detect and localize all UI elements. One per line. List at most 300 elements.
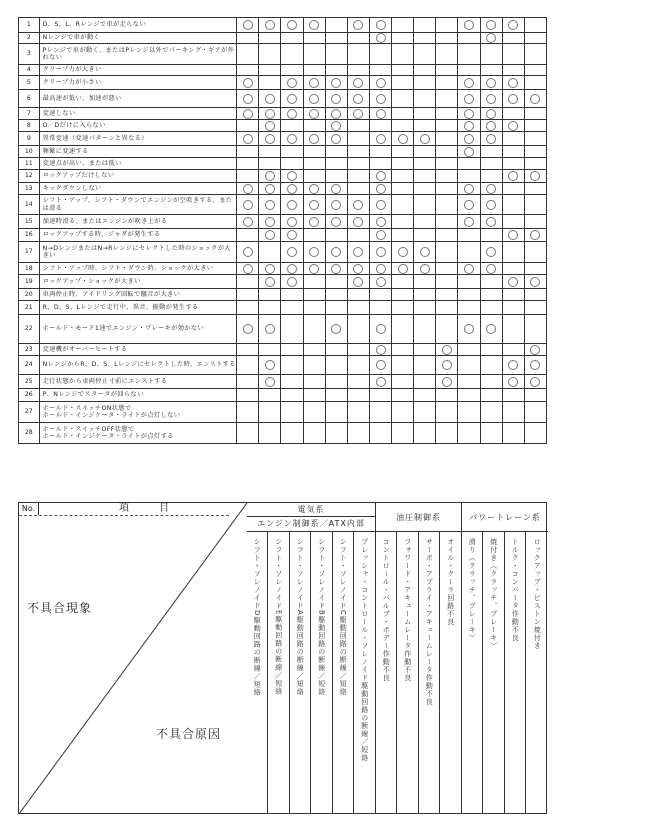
cause-cell (259, 132, 281, 146)
cause-cell (347, 289, 369, 301)
circle-mark-icon (486, 184, 496, 194)
cause-cell (436, 375, 458, 389)
cause-label-text: シフト・ソレノイドB駆動回路の断線／短絡 (317, 538, 326, 696)
circle-mark-icon (309, 109, 319, 119)
circle-mark-icon (530, 345, 540, 355)
cause-cell (502, 170, 524, 183)
circle-mark-icon (486, 324, 496, 334)
cause-cell (436, 170, 458, 183)
circle-mark-icon (287, 200, 297, 210)
cause-cell (392, 120, 414, 132)
cause-cell (436, 275, 458, 289)
symptom-text: P、Nレンジでスタータが回らない (39, 389, 237, 402)
cause-cell (458, 315, 480, 344)
symptom-text: 変速点が高い、または低い (39, 158, 237, 170)
cause-cell (237, 344, 259, 356)
phenomenon-label: 不具合現象 (27, 601, 93, 615)
group-powertrain: パワートレーン系 (462, 503, 548, 532)
row-number: 21 (19, 301, 40, 315)
circle-mark-icon (331, 121, 341, 131)
symptom-text: 異常変速（変速パターンと異なる） (39, 132, 237, 146)
cause-column-header (398, 532, 419, 813)
cause-cell (458, 170, 480, 183)
cause-cell (347, 170, 369, 183)
cause-cell (369, 423, 391, 444)
cause-cell (524, 289, 546, 301)
circle-mark-icon (530, 171, 540, 181)
table-row (19, 76, 547, 90)
cause-cell (259, 275, 281, 289)
symptom-text: 変速機がオーバーヒートする (39, 344, 237, 356)
cause-cell (325, 263, 347, 275)
circle-mark-icon (530, 360, 540, 370)
circle-mark-icon (265, 20, 275, 30)
circle-mark-icon (508, 230, 518, 240)
cause-cell (524, 146, 546, 158)
cause-cell (281, 120, 303, 132)
circle-mark-icon (243, 200, 253, 210)
circle-mark-icon (486, 247, 496, 257)
circle-mark-icon (309, 134, 319, 144)
cause-cell (325, 183, 347, 195)
cause-cell (325, 18, 347, 33)
cause-cell (259, 242, 281, 263)
cause-cell (303, 356, 325, 375)
table-row (19, 90, 547, 108)
cause-cell (480, 33, 502, 44)
cause-cell (259, 375, 281, 389)
row-number: 13 (19, 183, 40, 195)
cause-cell (392, 108, 414, 120)
table-row (19, 18, 547, 33)
cause-cell (325, 146, 347, 158)
cause-cell (524, 229, 546, 242)
cause-cell (436, 146, 458, 158)
cause-cell (414, 146, 436, 158)
cause-cell (458, 146, 480, 158)
cause-cell (392, 215, 414, 229)
cause-cell (436, 215, 458, 229)
cause-cell (259, 33, 281, 44)
cause-cell (392, 195, 414, 215)
circle-mark-icon (464, 78, 474, 88)
circle-mark-icon (464, 324, 474, 334)
cause-cell (414, 356, 436, 375)
cause-cell (347, 375, 369, 389)
cause-cell (347, 389, 369, 402)
cause-cell (259, 195, 281, 215)
cause-cell (458, 389, 480, 402)
cause-cell (502, 90, 524, 108)
circle-mark-icon (464, 264, 474, 274)
table-row (19, 402, 547, 423)
symptom-text: 車両停止時、アイドリング回転で騒音が大きい (39, 289, 237, 301)
cause-cell (369, 389, 391, 402)
cause-cell (480, 301, 502, 315)
cause-cell (436, 356, 458, 375)
cause-cell (458, 44, 480, 65)
table-row (19, 132, 547, 146)
circle-mark-icon (243, 247, 253, 257)
cause-cell (369, 344, 391, 356)
symptom-text: D、S、L、Rレンジで車が走らない (39, 18, 237, 33)
cause-cell (414, 76, 436, 90)
table-row (19, 263, 547, 275)
cause-cell (480, 402, 502, 423)
cause-cell (392, 423, 414, 444)
cause-cell (502, 289, 524, 301)
symptom-text: ホールド・スイッチON状態で ホールド・インジケータ・ライトが点灯しない (39, 402, 237, 423)
circle-mark-icon (376, 33, 386, 43)
cause-cell (259, 344, 281, 356)
cause-cell (392, 301, 414, 315)
cause-column-header (269, 532, 290, 813)
cause-cell (237, 229, 259, 242)
cause-cell (325, 33, 347, 44)
cause-cell (436, 76, 458, 90)
cause-cell (237, 33, 259, 44)
cause-cell (524, 33, 546, 44)
cause-column-header (355, 532, 376, 813)
circle-mark-icon (353, 94, 363, 104)
cause-cell (458, 33, 480, 44)
cause-cell (502, 215, 524, 229)
cause-cell (392, 356, 414, 375)
circle-mark-icon (243, 324, 253, 334)
circle-mark-icon (331, 264, 341, 274)
cause-cell (303, 33, 325, 44)
cause-cell (414, 423, 436, 444)
cause-cell (524, 275, 546, 289)
cause-cell (502, 315, 524, 344)
cause-cell (369, 90, 391, 108)
cause-cell (259, 120, 281, 132)
cause-cell (281, 229, 303, 242)
cause-cell (369, 108, 391, 120)
cause-column-header (484, 532, 505, 813)
cause-cell (325, 170, 347, 183)
cause-cell (237, 90, 259, 108)
table-row (19, 301, 547, 315)
cause-label-text: 焼付き（クラッチ、ブレーキ） (489, 538, 498, 650)
cause-cell (303, 375, 325, 389)
circle-mark-icon (376, 230, 386, 240)
cause-cell (458, 90, 480, 108)
circle-mark-icon (331, 200, 341, 210)
cause-cell (281, 108, 303, 120)
cause-cell (281, 402, 303, 423)
cause-cell (347, 423, 369, 444)
circle-mark-icon (398, 247, 408, 257)
cause-cell (369, 289, 391, 301)
cause-label-text: フォワード・アキュームレータ作動不良 (403, 538, 412, 682)
cause-label-text: オイル・クーラ回路不良 (446, 538, 455, 626)
cause-cell (414, 120, 436, 132)
cause-cell (392, 76, 414, 90)
cause-cell (281, 33, 303, 44)
circle-mark-icon (464, 184, 474, 194)
circle-mark-icon (353, 247, 363, 257)
cause-cell (347, 76, 369, 90)
circle-mark-icon (243, 94, 253, 104)
circle-mark-icon (331, 184, 341, 194)
circle-mark-icon (508, 94, 518, 104)
cause-cell (414, 402, 436, 423)
cause-column-header (312, 532, 333, 813)
cause-cell (392, 18, 414, 33)
circle-mark-icon (287, 264, 297, 274)
group-hydraulic: 油圧制御系 (376, 503, 462, 532)
table-row (19, 275, 547, 289)
cause-cell (502, 242, 524, 263)
cause-cell (325, 108, 347, 120)
cause-cell (303, 263, 325, 275)
cause-cell (303, 65, 325, 76)
cause-cell (369, 65, 391, 76)
cause-cell (259, 289, 281, 301)
cause-cell (436, 44, 458, 65)
circle-mark-icon (309, 247, 319, 257)
cause-label: 不具合原因 (156, 727, 222, 741)
cause-cell (524, 90, 546, 108)
cause-cell (237, 132, 259, 146)
circle-mark-icon (442, 377, 452, 387)
cause-cell (259, 315, 281, 344)
cause-cell (281, 242, 303, 263)
circle-mark-icon (398, 264, 408, 274)
cause-cell (414, 132, 436, 146)
cause-cell (347, 301, 369, 315)
cause-cell (347, 183, 369, 195)
symptom-text: ホールド・モード1速でエンジン・ブレーキが効かない (39, 315, 237, 344)
circle-mark-icon (376, 94, 386, 104)
symptom-text: クリープ力が小さい (39, 76, 237, 90)
cause-cell (303, 120, 325, 132)
cause-cell (369, 132, 391, 146)
cause-cell (303, 301, 325, 315)
cause-cell (237, 215, 259, 229)
table-row (19, 195, 547, 215)
row-number: 8 (19, 120, 40, 132)
row-number: 4 (19, 65, 40, 76)
circle-mark-icon (420, 247, 430, 257)
cause-cell (480, 18, 502, 33)
cause-cell (325, 215, 347, 229)
circle-mark-icon (265, 184, 275, 194)
cause-cell (524, 375, 546, 389)
circle-mark-icon (486, 94, 496, 104)
cause-cell (347, 402, 369, 423)
cause-cell (414, 315, 436, 344)
cause-cell (347, 146, 369, 158)
cause-cell (524, 389, 546, 402)
cause-cell (259, 389, 281, 402)
cause-cell (414, 183, 436, 195)
cause-cell (281, 132, 303, 146)
cause-cell (436, 301, 458, 315)
cause-cell (392, 402, 414, 423)
symptom-text: Pレンジで車が動く、またはPレンジ以外でパーキング・ギアが外れない (39, 44, 237, 65)
table-row (19, 289, 547, 301)
table-row (19, 423, 547, 444)
cause-cell (414, 170, 436, 183)
circle-mark-icon (265, 171, 275, 181)
circle-mark-icon (243, 20, 253, 30)
cause-cell (325, 65, 347, 76)
cause-cell (325, 389, 347, 402)
cause-cell (369, 263, 391, 275)
cause-cell (502, 44, 524, 65)
cause-cell (436, 263, 458, 275)
cause-cell (414, 108, 436, 120)
cause-cell (414, 44, 436, 65)
cause-cell (502, 263, 524, 275)
cause-cell (524, 215, 546, 229)
cause-cell (502, 132, 524, 146)
cause-cell (281, 44, 303, 65)
cause-cell (458, 242, 480, 263)
symptom-text: 走行状態から車両停止寸前にエンストする (39, 375, 237, 389)
cause-cell (502, 423, 524, 444)
cause-cell (259, 423, 281, 444)
cause-cell (414, 90, 436, 108)
circle-mark-icon (309, 94, 319, 104)
cause-cell (237, 315, 259, 344)
cause-cell (436, 344, 458, 356)
cause-cell (347, 344, 369, 356)
cause-cell (458, 402, 480, 423)
circle-mark-icon (265, 230, 275, 240)
cause-cell (502, 356, 524, 375)
cause-column-header (333, 532, 354, 813)
cause-cell (325, 301, 347, 315)
cause-column-header (505, 532, 526, 813)
row-number: 11 (19, 158, 40, 170)
cause-cell (436, 289, 458, 301)
cause-cell (369, 242, 391, 263)
cause-cell (458, 120, 480, 132)
cause-cell (458, 158, 480, 170)
row-number: 17 (19, 242, 40, 263)
cause-cell (369, 229, 391, 242)
cause-cell (281, 315, 303, 344)
circle-mark-icon (243, 134, 253, 144)
cause-cell (392, 263, 414, 275)
circle-mark-icon (486, 134, 496, 144)
cause-cell (524, 242, 546, 263)
cause-cell (369, 402, 391, 423)
circle-mark-icon (376, 324, 386, 334)
row-number: 1 (19, 18, 40, 33)
circle-mark-icon (464, 109, 474, 119)
cause-label-text: コントロール・バルブ・ボデー作動不良 (382, 538, 391, 682)
symptom-text: ロックアップする時、ジャダが発生する (39, 229, 237, 242)
cause-column-header (247, 532, 268, 813)
cause-cell (303, 76, 325, 90)
table-row (19, 389, 547, 402)
cause-cell (392, 344, 414, 356)
cause-cell (414, 263, 436, 275)
table-row (19, 344, 547, 356)
cause-cell (392, 132, 414, 146)
cause-cell (480, 289, 502, 301)
cause-cell (524, 263, 546, 275)
cause-headers (247, 503, 547, 813)
row-number: 2 (19, 33, 40, 44)
cause-cell (281, 289, 303, 301)
cause-cell (458, 229, 480, 242)
circle-mark-icon (243, 264, 253, 274)
cause-cell (458, 76, 480, 90)
circle-mark-icon (287, 94, 297, 104)
cause-cell (436, 402, 458, 423)
circle-mark-icon (309, 217, 319, 227)
cause-cell (414, 195, 436, 215)
cause-cell (436, 423, 458, 444)
circle-mark-icon (486, 217, 496, 227)
cause-cell (325, 158, 347, 170)
cause-cell (369, 375, 391, 389)
cause-cell (524, 76, 546, 90)
circle-mark-icon (331, 94, 341, 104)
cause-cell (480, 242, 502, 263)
cause-cell (524, 132, 546, 146)
circle-mark-icon (464, 94, 474, 104)
cause-cell (436, 242, 458, 263)
cause-cell (259, 183, 281, 195)
cause-cell (369, 301, 391, 315)
cause-cell (325, 356, 347, 375)
cause-cell (303, 146, 325, 158)
symptom-text: 最高速が低い、加速が悪い (39, 90, 237, 108)
circle-mark-icon (287, 20, 297, 30)
cause-cell (325, 229, 347, 242)
table-row (19, 229, 547, 242)
circle-mark-icon (530, 94, 540, 104)
circle-mark-icon (265, 360, 275, 370)
symptom-text: Nレンジで車が動く (39, 33, 237, 44)
circle-mark-icon (508, 377, 518, 387)
cause-cell (480, 375, 502, 389)
cause-cell (502, 229, 524, 242)
cause-cell (347, 108, 369, 120)
circle-mark-icon (376, 360, 386, 370)
cause-cell (502, 389, 524, 402)
cause-cell (480, 229, 502, 242)
circle-mark-icon (265, 134, 275, 144)
circle-mark-icon (287, 217, 297, 227)
circle-mark-icon (265, 109, 275, 119)
symptom-text: O／Dだけに入らない (39, 120, 237, 132)
cause-label-text: シフト・ソレノイドD駆動回路の断線／短絡 (253, 538, 262, 697)
cause-cell (369, 170, 391, 183)
cause-cell (369, 76, 391, 90)
symptom-text: 頻繁に変速する (39, 146, 237, 158)
circle-mark-icon (376, 200, 386, 210)
cause-cell (303, 90, 325, 108)
table-header-block (18, 502, 547, 814)
cause-cell (325, 275, 347, 289)
cause-cell (436, 18, 458, 33)
cause-cell (237, 402, 259, 423)
cause-cell (458, 132, 480, 146)
cause-cell (237, 120, 259, 132)
cause-cell (259, 65, 281, 76)
cause-cell (502, 301, 524, 315)
cause-label-text: シフト・ソレノイドC駆動回路の断線／短絡 (339, 538, 348, 696)
cause-cell (480, 356, 502, 375)
cause-cell (502, 65, 524, 76)
